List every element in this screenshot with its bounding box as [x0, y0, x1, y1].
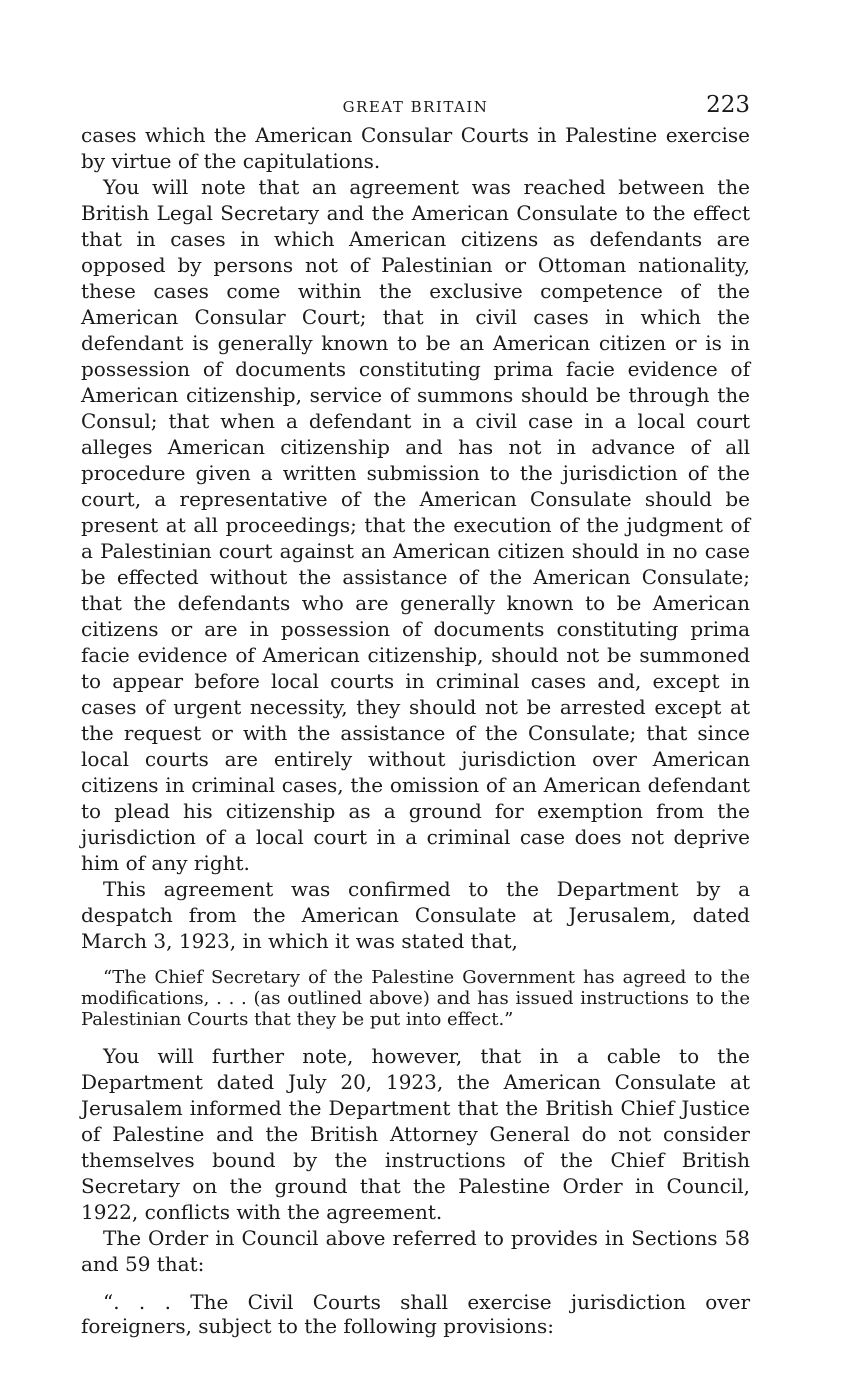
quote-text: “The Chief Secretary of the Palestine Government has agreed to the modifications, . . . (as outlined above) and has issued instructions to the Palestinian Courts that they be put into effect.”: [81, 967, 750, 1030]
paragraph-agreement: You will note that an agreement was reached between the British Legal Secretary and the American Consulate to the effect that in cases in which American citizens as defendants are opposed by persons not of Palestinian or Ottoman nationality, these cases come within the exclusive competence of the American Consular Court; that in civil cases in which the defendant is generally known to be an American citizen or is in possession of documents constituting prima facie evidence of American citizenship, service of summons should be through the Consul; that when a defendant in a civil case in a local court alleges American citizenship and has not in advance of all procedure given a written submission to the jurisdiction of the court, a representative of the American Consulate should be present at all proceedings; that the execution of the judgment of a Palestinian court against an American citizen should in no case be effected without the assistance of the American Consulate; that the defendants who are generally known to be American citizens or are in possession of documents constituting prima facie evidence of American citizenship, should not be summoned to appear before local courts in criminal cases and, except in cases of urgent necessity, they should not be arrested except at the request or with the assistance of the Consulate; that since local courts are entirely without jurisdiction over American citizens in criminal cases, the omission of an American defendant to plead his citizenship as a ground for exemption from the jurisdiction of a local court in a criminal case does not deprive him of any right.: [81, 175, 750, 875]
paragraph-order-in-council: The Order in Council above referred to provides in Sections 58 and 59 that:: [81, 1226, 750, 1276]
paragraph-continuation: cases which the American Consular Courts in Palestine exercise by virtue of the capitulations.: [81, 123, 750, 173]
page-number: 223: [706, 92, 750, 118]
block-quote-chief-secretary: [81, 967, 750, 1030]
quote-text: “. . . The Civil Courts shall exercise jurisdiction over foreigners, subject to the following provisions:: [81, 1290, 750, 1338]
paragraph-cable: You will further note, however, that in a cable to the Department dated July 20, 1923, the American Consulate at Jerusalem informed the Department that the British Chief Justice of Palestine and the British Attorney General do not consider themselves bound by the instructions of the Chief British Secretary on the ground that the Palestine Order in Council, 1922, conflicts with the agreement.: [81, 1044, 750, 1224]
block-quote-civil-courts: [81, 1290, 750, 1338]
running-title: GREAT BRITAIN: [342, 98, 489, 116]
document-page: [81, 92, 750, 1338]
paragraph-confirmation: This agreement was confirmed to the Department by a despatch from the American Consulate at Jerusalem, dated March 3, 1923, in which it was stated that,: [81, 877, 750, 953]
running-head: [81, 92, 750, 122]
